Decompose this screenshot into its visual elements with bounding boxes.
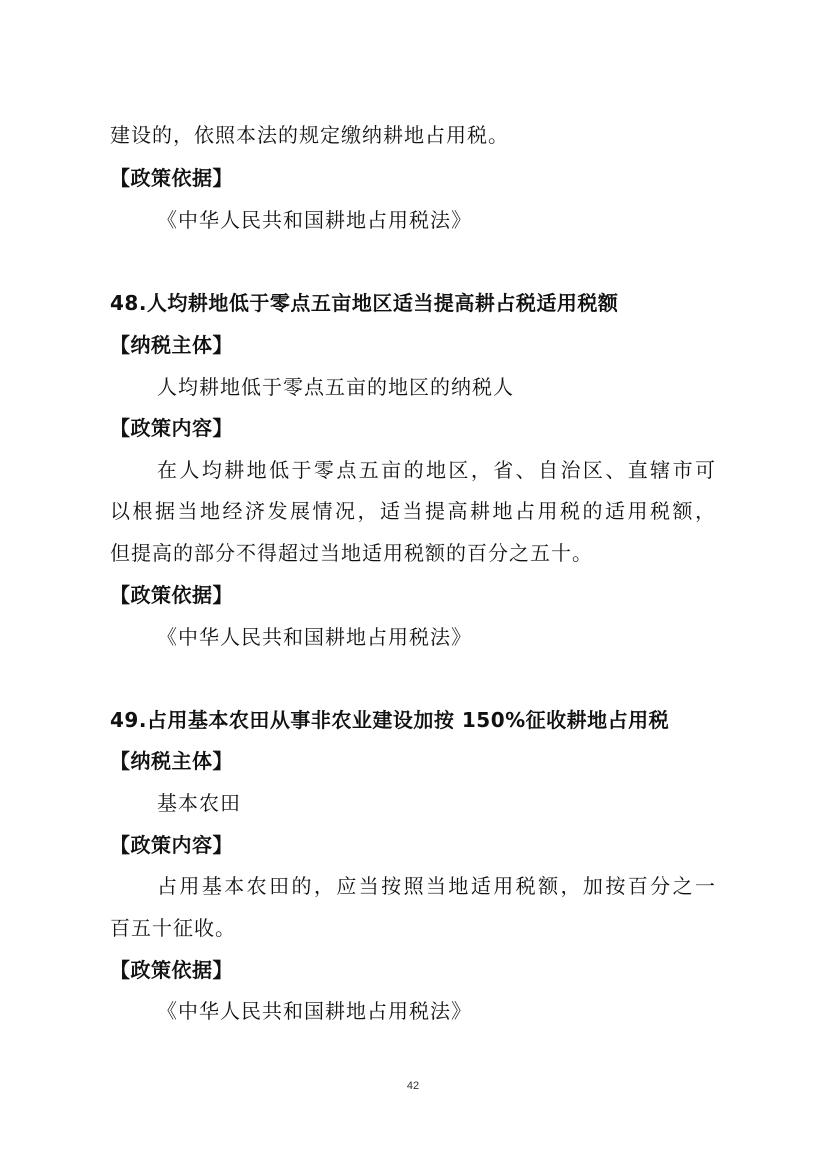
intro-basis-label: 【政策依据】 xyxy=(110,166,233,190)
section-49-title: 49.占用基本农田从事非农业建设加按 150%征收耕地占用税 xyxy=(110,708,670,732)
section-48-content-line-1: 在人均耕地低于零点五亩的地区，省、自治区、直辖市可 xyxy=(157,458,716,482)
section-48-basis-text: 《中华人民共和国耕地占用税法》 xyxy=(157,625,472,649)
section-49-content-line-1: 占用基本农田的，应当按照当地适用税额，加按百分之一 xyxy=(157,874,716,898)
page-number: 42 xyxy=(406,1080,420,1092)
section-48-content-label: 【政策内容】 xyxy=(110,416,233,440)
section-49-subject-text: 基本农田 xyxy=(157,791,241,815)
section-49-content-line-2: 百五十征收。 xyxy=(110,916,236,940)
continuation-text: 建设的，依照本法的规定缴纳耕地占用税。 xyxy=(110,123,509,147)
section-49-basis-label: 【政策依据】 xyxy=(110,958,233,982)
section-49-content-label: 【政策内容】 xyxy=(110,833,233,857)
intro-basis-text: 《中华人民共和国耕地占用税法》 xyxy=(157,208,472,232)
section-48-subject-text: 人均耕地低于零点五亩的地区的纳税人 xyxy=(157,375,514,399)
section-48-subject-label: 【纳税主体】 xyxy=(110,333,233,357)
section-49-basis-text: 《中华人民共和国耕地占用税法》 xyxy=(157,999,472,1023)
section-48-content-line-2: 以根据当地经济发展情况，适当提高耕地占用税的适用税额， xyxy=(110,499,716,523)
section-48-basis-label: 【政策依据】 xyxy=(110,583,233,607)
section-48-content-line-3: 但提高的部分不得超过当地适用税额的百分之五十。 xyxy=(110,541,593,565)
section-49-subject-label: 【纳税主体】 xyxy=(110,749,233,773)
section-48-title: 48.人均耕地低于零点五亩地区适当提高耕占税适用税额 xyxy=(110,291,619,315)
